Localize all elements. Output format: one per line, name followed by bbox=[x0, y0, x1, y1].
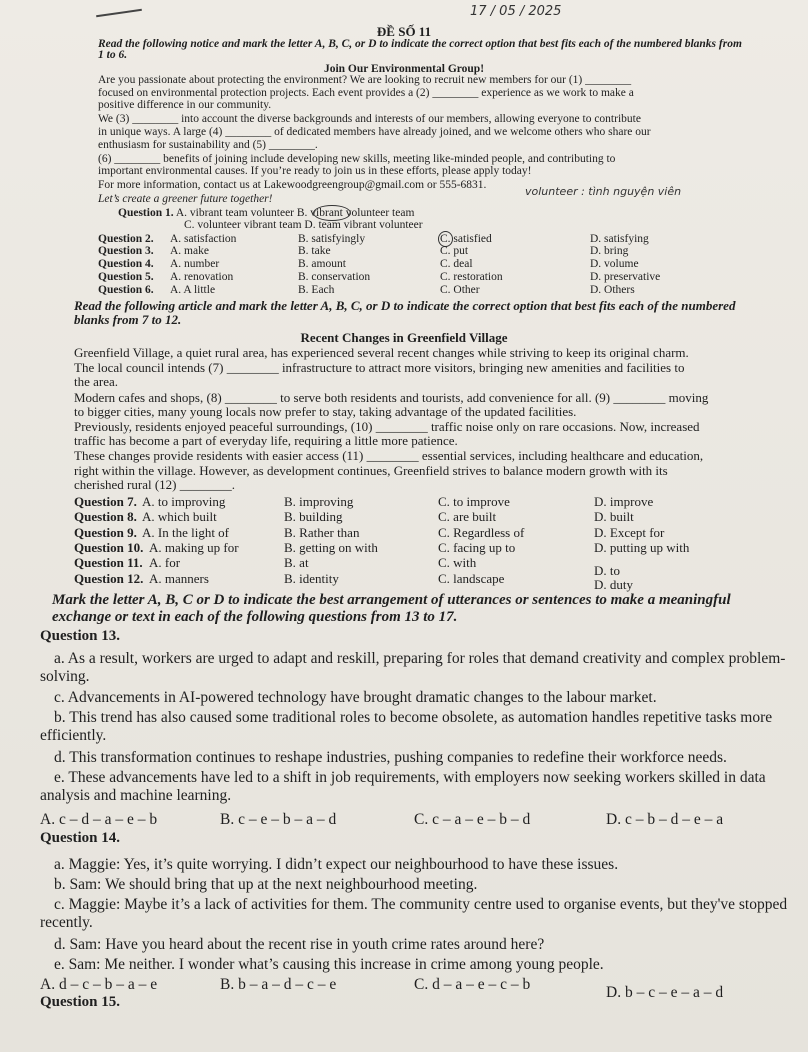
notice-line: important environmental causes. If you’re ready to join us in these efforts, please apply today! bbox=[98, 165, 532, 177]
option[interactable]: C. c – a – e – b – d bbox=[414, 811, 531, 828]
option[interactable]: A. In the light of bbox=[142, 525, 230, 540]
arrangement-item: e. Sam: Me neither. I wonder what’s causing this increase in crime among young people. bbox=[54, 956, 604, 973]
question-label: Question 14. bbox=[40, 830, 121, 846]
option[interactable]: A. number bbox=[170, 258, 220, 270]
option[interactable]: D. putting up with bbox=[594, 540, 690, 555]
option[interactable]: D. volume bbox=[590, 258, 639, 270]
option[interactable]: D. b – c – e – a – d bbox=[606, 984, 724, 1001]
option[interactable]: B. b – a – d – c – e bbox=[220, 976, 337, 993]
option[interactable]: C. to improve bbox=[438, 494, 510, 509]
option[interactable]: C. d – a – e – c – b bbox=[414, 976, 531, 993]
question-label: Question 8. bbox=[74, 509, 137, 524]
option[interactable]: B. building bbox=[284, 509, 343, 524]
option[interactable]: A. A little bbox=[170, 284, 216, 296]
option[interactable]: A. d – c – b – a – e bbox=[40, 976, 158, 993]
instruction-1: Read the following notice and mark the letter A, B, C, or D to indicate the correct option that best fits each of the numbered blanks from 1 to 6. bbox=[98, 38, 742, 61]
option[interactable]: A. renovation bbox=[170, 271, 234, 283]
question-label: Question 4. bbox=[98, 258, 154, 270]
arrangement-item: c. Maggie: Maybe it’s a lack of activities for them. The community centre used to organise events, but they've stopped recently. bbox=[40, 896, 788, 931]
question-label: Question 3. bbox=[98, 245, 154, 257]
article-line: The local council intends (7) ________ infrastructure to attract more visitors, bringing new amenities and facilities to bbox=[74, 360, 685, 375]
question-label: Question 6. bbox=[98, 284, 154, 296]
handwritten-note: volunteer : tình nguyện viên bbox=[525, 185, 682, 198]
option[interactable]: C. landscape bbox=[438, 571, 505, 586]
notice-line: For more information, contact us at Lakewoodgreengroup@gmail.com or 555-6831. bbox=[98, 179, 487, 191]
option[interactable]: A. manners bbox=[149, 571, 209, 586]
option[interactable]: C. facing up to bbox=[438, 540, 516, 555]
arrangement-item: d. Sam: Have you heard about the recent rise in youth crime rates around here? bbox=[54, 936, 545, 953]
option[interactable]: C. satisfied bbox=[440, 233, 492, 245]
option[interactable]: C. restoration bbox=[440, 271, 503, 283]
option[interactable]: C. with bbox=[438, 555, 477, 570]
article-line: Previously, residents enjoyed peaceful surroundings, (10) ________ traffic noise only on rare occasions. Now, increased bbox=[74, 419, 700, 434]
notice-line: in unique ways. A large (4) ________ of dedicated members have already joined, and we welcome others who share our bbox=[98, 126, 651, 138]
option[interactable]: D. bring bbox=[590, 245, 629, 257]
notice-line: positive difference in our community. bbox=[98, 99, 272, 111]
article-line: the area. bbox=[74, 374, 119, 389]
article-line: right within the village. However, as development continues, Greenfield strives to balance modern growth with its bbox=[74, 463, 668, 478]
option[interactable]: C. deal bbox=[440, 258, 473, 270]
article-line: to bigger cities, many young locals now prefer to stay, taking advantage of the updated facilities. bbox=[74, 404, 577, 419]
option[interactable]: B. Each bbox=[298, 284, 335, 296]
question-label: Question 15. bbox=[40, 994, 121, 1010]
article-line: traffic has become a part of everyday life, requiring a little more patience. bbox=[74, 433, 458, 448]
arrangement-item: a. As a result, workers are urged to adapt and reskill, preparing for roles that demand creativity and complex problem-solving. bbox=[40, 650, 786, 685]
option[interactable]: A. satisfaction bbox=[170, 233, 237, 245]
arrangement-item: d. This transformation continues to reshape industries, pushing companies to redefine their workforce needs. bbox=[54, 749, 727, 766]
option[interactable]: C. Other bbox=[440, 284, 480, 296]
question-label: Question 12. bbox=[74, 571, 144, 586]
notice-line: Are you passionate about protecting the environment? We are looking to recruit new members for our (1) ________ bbox=[98, 74, 632, 86]
option[interactable]: A. making up for bbox=[149, 540, 239, 555]
option[interactable]: A. make bbox=[170, 245, 209, 257]
option[interactable]: A. c – d – a – e – b bbox=[40, 811, 158, 828]
option[interactable]: A. which built bbox=[142, 509, 217, 524]
question-label: Question 2. bbox=[98, 233, 154, 245]
option[interactable]: D. duty bbox=[594, 577, 633, 592]
notice-title: Join Our Environmental Group! bbox=[323, 63, 485, 75]
option[interactable]: D. preservative bbox=[590, 271, 661, 283]
notice-line: enthusiasm for sustainability and (5) ________. bbox=[98, 139, 318, 151]
option[interactable]: B. amount bbox=[298, 258, 346, 270]
question-label: Question 10. bbox=[74, 540, 144, 555]
article-line: cherished rural (12) ________. bbox=[74, 477, 236, 492]
option[interactable]: D. satisfying bbox=[590, 233, 649, 245]
option[interactable]: D. built bbox=[594, 509, 634, 524]
instruction-3: Mark the letter A, B, C or D to indicate the best arrangement of utterances or sentences to make a meaningful exchange or text in each of the following questions from 13 to 17. bbox=[52, 592, 731, 625]
option[interactable]: D. c – b – d – e – a bbox=[606, 811, 724, 828]
notice-line: focused on environmental protection projects. Each event provides a (2) ________ experience as we work to make a bbox=[98, 87, 634, 99]
option[interactable]: C. put bbox=[440, 245, 469, 257]
option[interactable]: B. at bbox=[284, 555, 309, 570]
option[interactable]: B. conservation bbox=[298, 271, 371, 283]
option[interactable]: C. are built bbox=[438, 509, 497, 524]
question-label: Question 11. bbox=[74, 555, 143, 570]
notice-line: We (3) ________ into account the diverse backgrounds and interests of our members, allowing everyone to contribute bbox=[98, 113, 641, 125]
option[interactable]: B. improving bbox=[284, 494, 354, 509]
article-line: Greenfield Village, a quiet rural area, has experienced several recent changes while striving to keep its original charm. bbox=[74, 345, 689, 360]
notice-line: (6) ________ benefits of joining include developing new skills, meeting like-minded people, and contributing to bbox=[98, 153, 616, 165]
option[interactable]: B. getting on with bbox=[284, 540, 378, 555]
arrangement-item: b. Sam: We should bring that up at the next neighbourhood meeting. bbox=[54, 876, 478, 893]
question-label: Question 5. bbox=[98, 271, 154, 283]
arrangement-item: c. Advancements in AI-powered technology have brought dramatic changes to the labour market. bbox=[54, 689, 657, 706]
option[interactable]: A. to improving bbox=[142, 494, 226, 509]
question-label: Question 13. bbox=[40, 628, 121, 644]
option[interactable]: C. Regardless of bbox=[438, 525, 525, 540]
article-line: Modern cafes and shops, (8) ________ to serve both residents and tourists, add convenience for all. (9) ________ moving bbox=[74, 390, 709, 405]
option[interactable]: A. vibrant team volunteer bbox=[175, 207, 294, 219]
handwritten-date: 17 / 05 / 2025 bbox=[470, 4, 562, 19]
arrangement-item: a. Maggie: Yes, it’s quite worrying. I didn’t expect our neighbourhood to have these issues. bbox=[54, 856, 619, 873]
option[interactable]: D. to bbox=[594, 563, 620, 578]
option[interactable]: D. Except for bbox=[594, 525, 665, 540]
option[interactable]: B. identity bbox=[284, 571, 339, 586]
option[interactable]: B. satisfyingly bbox=[298, 233, 366, 245]
question-label: Question 9. bbox=[74, 525, 137, 540]
option[interactable]: D. improve bbox=[594, 494, 654, 509]
option[interactable]: B. c – e – b – a – d bbox=[220, 811, 337, 828]
option[interactable]: B. take bbox=[298, 245, 331, 257]
option[interactable]: B. vibrant volunteer team bbox=[296, 207, 415, 219]
option[interactable]: D. Others bbox=[590, 284, 635, 296]
exam-title: ĐỀ SỐ 11 bbox=[376, 24, 432, 39]
arrangement-item: e. These advancements have led to a shift in job requirements, with employers now seeking workers skilled in data analysis and machine learning. bbox=[40, 769, 766, 804]
option[interactable]: C. volunteer vibrant team bbox=[184, 219, 302, 231]
option[interactable]: A. for bbox=[149, 555, 181, 570]
question-label: Question 1. bbox=[118, 207, 174, 219]
option[interactable]: B. Rather than bbox=[284, 525, 360, 540]
instruction-2: Read the following article and mark the letter A, B, C, or D to indicate the correct option that best fits each of the numbered blanks from 7 to 12. bbox=[74, 298, 736, 327]
arrangement-item: b. This trend has also caused some traditional roles to become obsolete, as automation handles repetitive tasks more efficiently. bbox=[40, 709, 773, 744]
article-line: These changes provide residents with easier access (11) ________ essential services, including healthcare and education, bbox=[74, 448, 704, 463]
notice-line: Let’s create a greener future together! bbox=[98, 193, 273, 205]
pen-stroke bbox=[96, 9, 142, 17]
option[interactable]: D. team vibrant volunteer bbox=[304, 219, 423, 231]
article-title: Recent Changes in Greenfield Village bbox=[300, 330, 508, 345]
question-label: Question 7. bbox=[74, 494, 137, 509]
